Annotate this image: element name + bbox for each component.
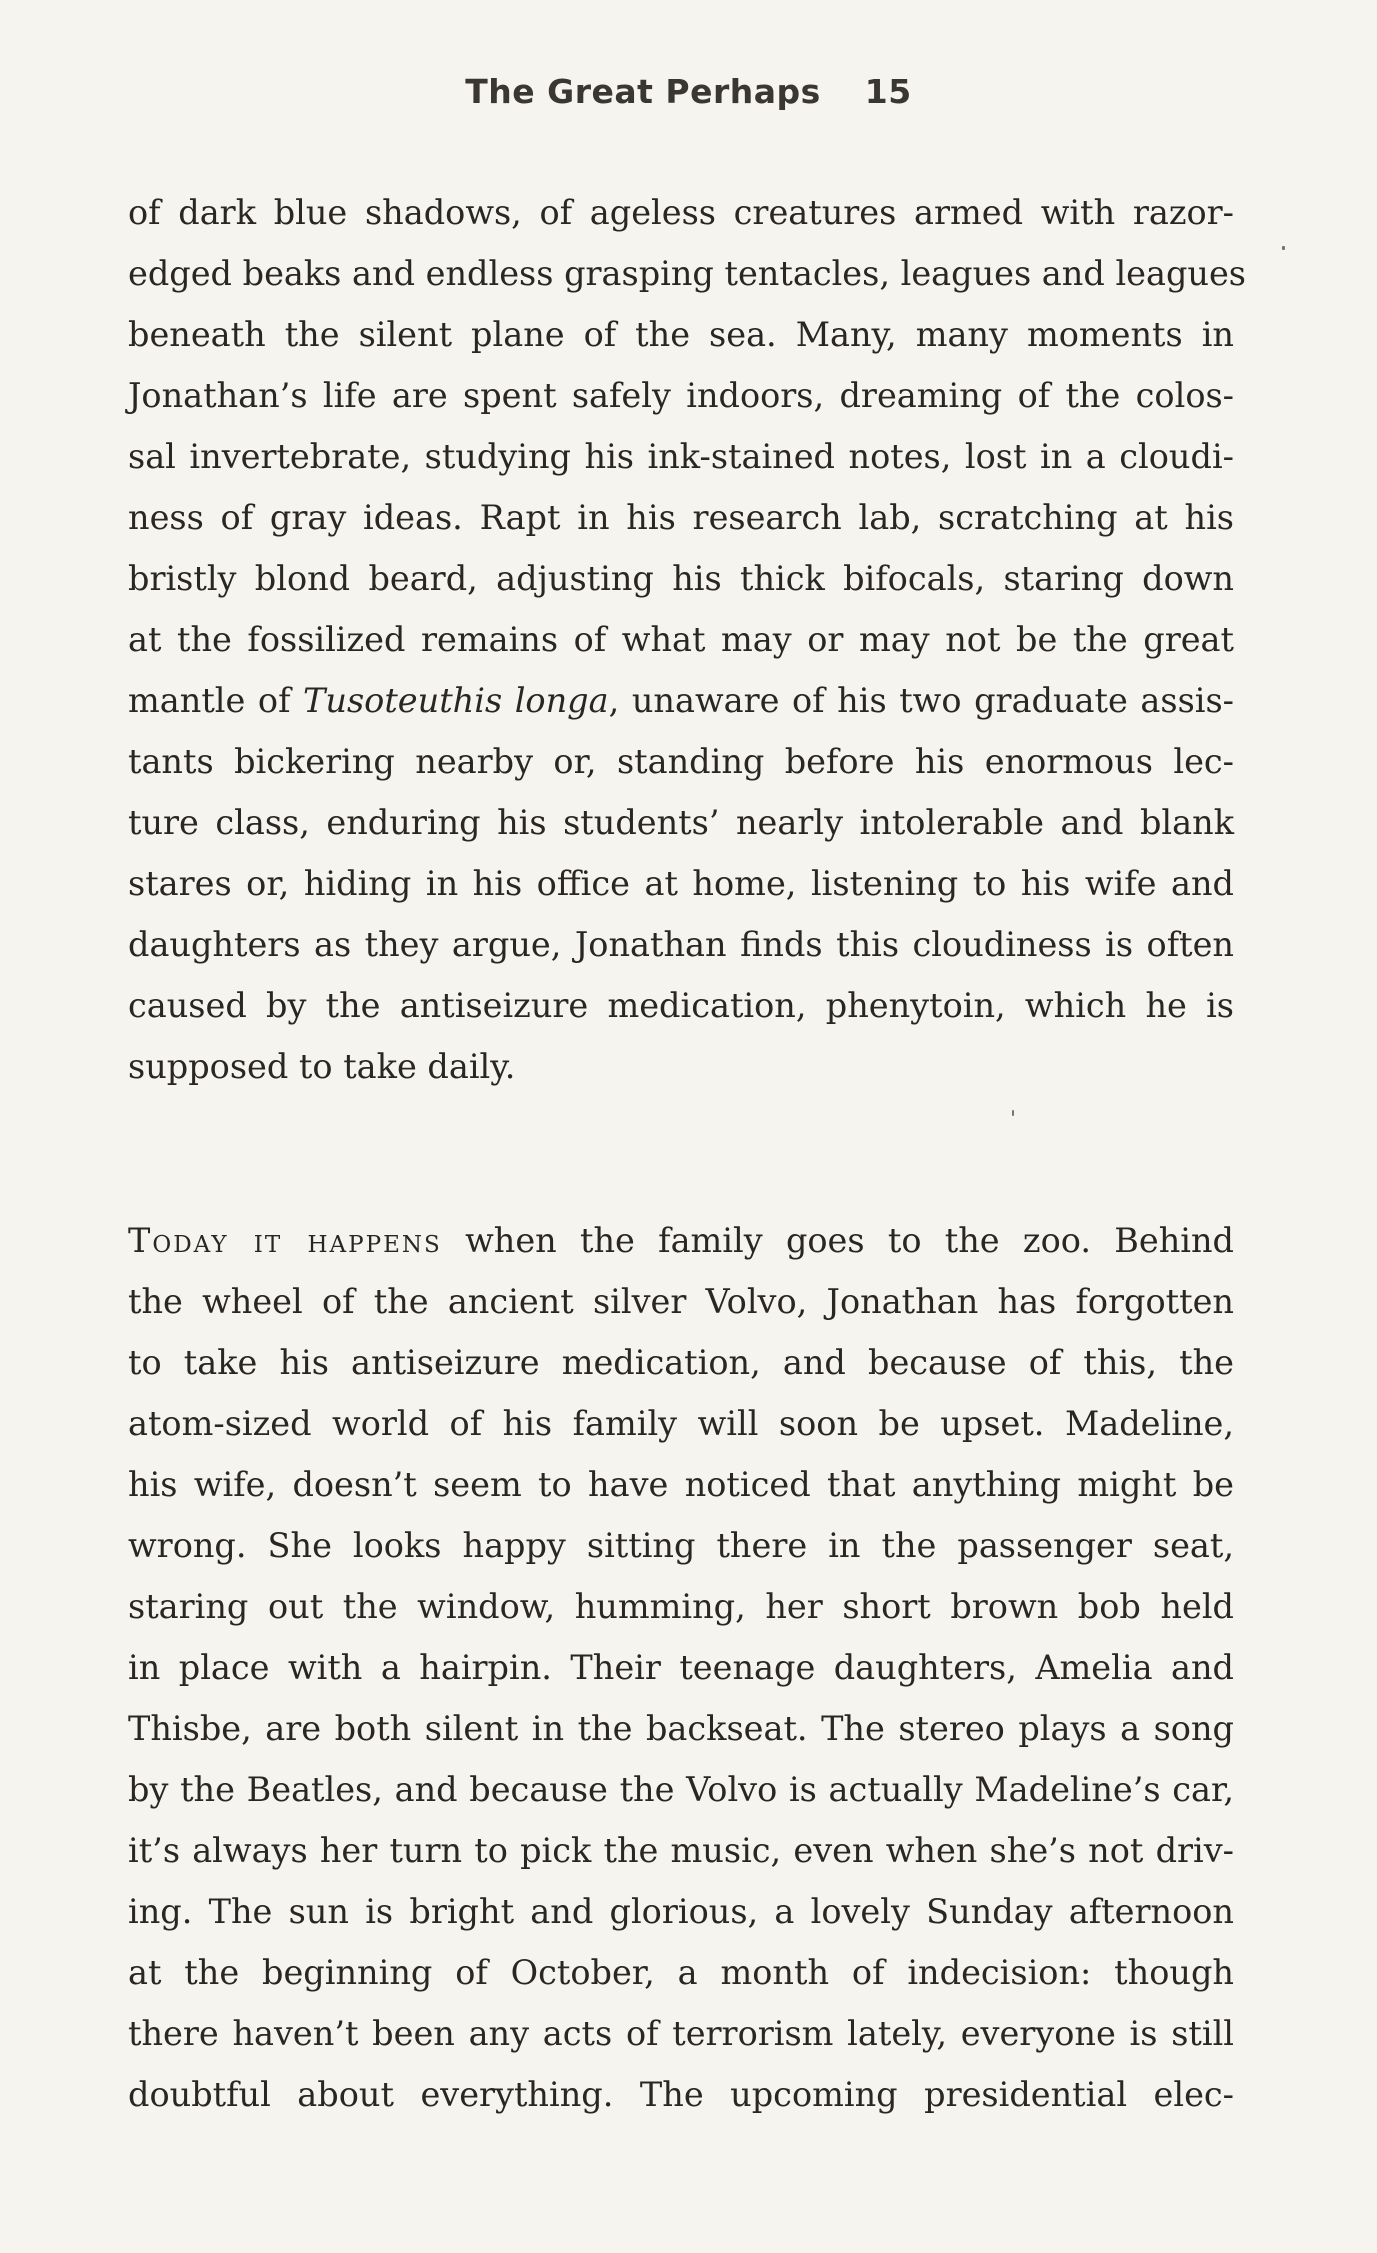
text-line: caused by the antiseizure medication, phenytoin, which he is — [128, 986, 1234, 1025]
small-caps-lead-in: Today it happens — [128, 1221, 442, 1260]
text-line: Jonathan’s life are spent safely indoors, dreaming of the colos- — [128, 376, 1234, 415]
page-number: 15 — [864, 72, 912, 111]
running-head-title: The Great Perhaps — [465, 72, 821, 111]
species-name-italic: Tusoteuthis longa — [303, 681, 609, 720]
text-line: at the beginning of October, a month of indecision: though — [128, 1953, 1234, 1992]
text-line: bristly blond beard, adjusting his thick bifocals, staring down — [128, 559, 1234, 598]
text-line: by the Beatles, and because the Volvo is actually Madeline’s car, — [128, 1770, 1234, 1809]
text-line: stares or, hiding in his office at home, listening to his wife and — [128, 864, 1234, 903]
text-line: of dark blue shadows, of ageless creatures armed with razor- — [128, 193, 1234, 232]
text-line: ture class, enduring his students’ nearly intolerable and blank — [128, 803, 1234, 842]
scan-speck — [1282, 246, 1285, 250]
text-line: beneath the silent plane of the sea. Many, many moments in — [128, 315, 1234, 354]
text-line: daughters as they argue, Jonathan finds this cloudiness is often — [128, 925, 1234, 964]
text-run: , unaware of his two graduate assis- — [608, 681, 1234, 720]
text-run: when the family goes to the zoo. Behind — [441, 1221, 1235, 1260]
text-line: supposed to take daily. — [128, 1047, 516, 1086]
text-line: to take his antiseizure medication, and because of this, the — [128, 1343, 1234, 1382]
scan-speck — [1012, 1110, 1014, 1116]
text-line: sal invertebrate, studying his ink-stained notes, lost in a cloudi- — [128, 437, 1234, 476]
text-line: at the fossilized remains of what may or may not be the great — [128, 620, 1234, 659]
text-line: atom-sized world of his family will soon be upset. Madeline, — [128, 1404, 1234, 1443]
text-line: it’s always her turn to pick the music, even when she’s not driv- — [128, 1831, 1234, 1870]
text-line: staring out the window, humming, her short brown bob held — [128, 1587, 1234, 1626]
text-line: tants bickering nearby or, standing before his enormous lec- — [128, 742, 1234, 781]
text-line: ing. The sun is bright and glorious, a lovely Sunday afternoon — [128, 1892, 1234, 1931]
text-line: Thisbe, are both silent in the backseat. The stereo plays a song — [128, 1709, 1234, 1748]
text-run: mantle of — [128, 681, 304, 720]
text-line: in place with a hairpin. Their teenage daughters, Amelia and — [128, 1648, 1234, 1687]
text-line: doubtful about everything. The upcoming presidential elec- — [128, 2075, 1234, 2114]
text-line: the wheel of the ancient silver Volvo, Jonathan has forgotten — [128, 1282, 1234, 1321]
text-line-with-lead-in — [128, 1210, 1234, 1271]
text-line: his wife, doesn’t seem to have noticed that anything might be — [128, 1465, 1234, 1504]
running-head — [0, 72, 1377, 111]
text-line: ness of gray ideas. Rapt in his research lab, scratching at his — [128, 498, 1234, 537]
section-paragraph — [128, 1210, 1234, 2125]
text-line: edged beaks and endless grasping tentacles, leagues and leagues — [128, 254, 1246, 293]
paragraph-continued — [128, 182, 1246, 1097]
text-line-with-italic — [128, 670, 1234, 731]
text-line: there haven’t been any acts of terrorism lately, everyone is still — [128, 2014, 1234, 2053]
text-line: wrong. She looks happy sitting there in the passenger seat, — [128, 1526, 1234, 1565]
